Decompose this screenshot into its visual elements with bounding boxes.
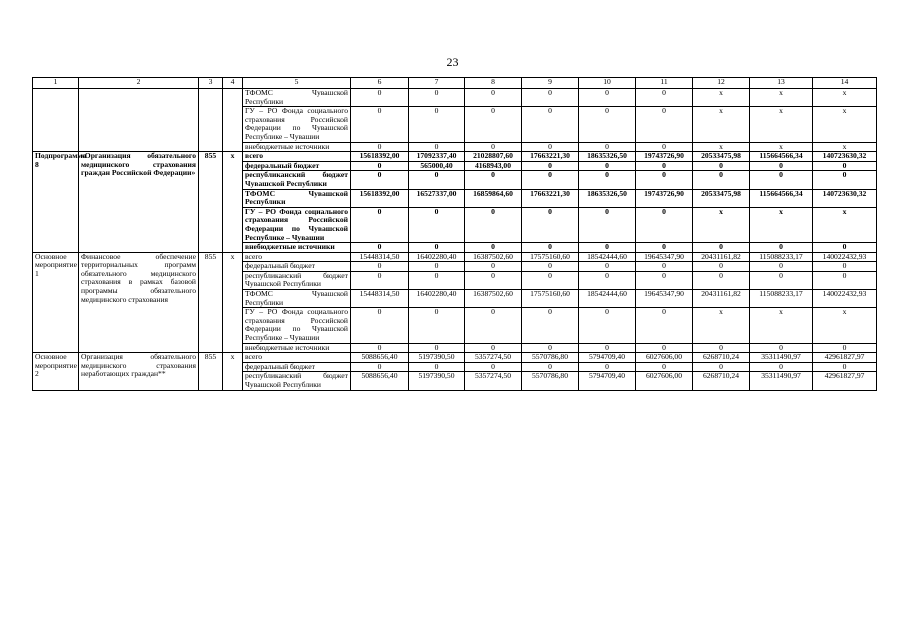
amount-cell: 16387502,60 bbox=[465, 252, 522, 262]
col-header: 5 bbox=[243, 78, 351, 89]
amount-cell: 0 bbox=[522, 161, 579, 171]
amount-cell: 16859864,60 bbox=[465, 189, 522, 207]
amount-cell: 0 bbox=[579, 171, 636, 189]
amount-cell: 140022432,93 bbox=[813, 290, 877, 308]
amount-cell: 0 bbox=[579, 89, 636, 107]
amount-cell: 0 bbox=[579, 343, 636, 353]
amount-cell: 0 bbox=[351, 207, 409, 242]
amount-cell: 0 bbox=[750, 362, 813, 372]
funding-source-cell: всего bbox=[243, 152, 351, 162]
amount-cell: 0 bbox=[409, 207, 465, 242]
amount-cell: 5088656,40 bbox=[351, 372, 409, 390]
amount-cell: x bbox=[813, 89, 877, 107]
amount-cell: 565000,40 bbox=[409, 161, 465, 171]
funding-source-cell: внебюджетные источники bbox=[243, 343, 351, 353]
amount-cell: 0 bbox=[813, 262, 877, 272]
amount-cell: 0 bbox=[351, 262, 409, 272]
amount-cell: 18542444,60 bbox=[579, 252, 636, 262]
col-header: 3 bbox=[199, 78, 223, 89]
amount-cell: 20533475,98 bbox=[693, 189, 750, 207]
amount-cell: 18542444,60 bbox=[579, 290, 636, 308]
table-row bbox=[33, 152, 877, 162]
funding-source-cell: ГУ – РО Фонда социального страхования Российской Федерации по Чувашской Республике – Чувашии bbox=[243, 207, 351, 242]
amount-cell: 0 bbox=[465, 89, 522, 107]
amount-cell: 17092337,40 bbox=[409, 152, 465, 162]
table-row bbox=[33, 353, 877, 363]
grbs-cell: 855 bbox=[199, 353, 223, 390]
amount-cell: 16527337,00 bbox=[409, 189, 465, 207]
amount-cell: 0 bbox=[579, 308, 636, 343]
amount-cell: 18635326,50 bbox=[579, 152, 636, 162]
table-row bbox=[33, 89, 877, 107]
funding-source-cell: всего bbox=[243, 252, 351, 262]
program-name-cell bbox=[79, 89, 199, 152]
amount-cell: 0 bbox=[522, 362, 579, 372]
amount-cell: 0 bbox=[409, 271, 465, 289]
amount-cell: 5357274,50 bbox=[465, 353, 522, 363]
amount-cell: 0 bbox=[579, 362, 636, 372]
funding-source-cell: ТФОМС Чувашской Республики bbox=[243, 189, 351, 207]
amount-cell: 0 bbox=[693, 161, 750, 171]
amount-cell: 5197390,50 bbox=[409, 372, 465, 390]
amount-cell: 19743726,90 bbox=[636, 189, 693, 207]
amount-cell: 0 bbox=[351, 142, 409, 152]
code-cell: x bbox=[223, 353, 243, 390]
amount-cell: 0 bbox=[465, 271, 522, 289]
amount-cell: 0 bbox=[351, 271, 409, 289]
amount-cell: 0 bbox=[351, 161, 409, 171]
amount-cell: 21028807,60 bbox=[465, 152, 522, 162]
amount-cell: x bbox=[813, 308, 877, 343]
amount-cell: x bbox=[813, 107, 877, 142]
amount-cell: 0 bbox=[693, 271, 750, 289]
amount-cell: 0 bbox=[750, 343, 813, 353]
amount-cell: 0 bbox=[693, 262, 750, 272]
amount-cell: 0 bbox=[409, 243, 465, 253]
amount-cell: 115664566,34 bbox=[750, 152, 813, 162]
funding-source-cell: республиканский бюджет Чувашской Республики bbox=[243, 171, 351, 189]
amount-cell: 6027606,00 bbox=[636, 353, 693, 363]
amount-cell: 5570786,80 bbox=[522, 372, 579, 390]
col-header: 11 bbox=[636, 78, 693, 89]
amount-cell: 17575160,60 bbox=[522, 252, 579, 262]
amount-cell: 140723630,32 bbox=[813, 152, 877, 162]
amount-cell: 0 bbox=[409, 142, 465, 152]
table-row bbox=[33, 252, 877, 262]
funding-source-cell: внебюджетные источники bbox=[243, 142, 351, 152]
amount-cell: 6268710,24 bbox=[693, 372, 750, 390]
amount-cell: 0 bbox=[351, 107, 409, 142]
amount-cell: 0 bbox=[813, 243, 877, 253]
amount-cell: 19645347,90 bbox=[636, 290, 693, 308]
col-header: 2 bbox=[79, 78, 199, 89]
amount-cell: 0 bbox=[465, 343, 522, 353]
amount-cell: 0 bbox=[465, 243, 522, 253]
amount-cell: 0 bbox=[813, 171, 877, 189]
status-cell bbox=[33, 89, 79, 152]
amount-cell: 0 bbox=[522, 171, 579, 189]
amount-cell: 0 bbox=[522, 271, 579, 289]
amount-cell: 0 bbox=[351, 308, 409, 343]
program-name-cell: Организация обязательного медицинского страхования неработающих граждан** bbox=[79, 353, 199, 390]
col-header: 6 bbox=[351, 78, 409, 89]
amount-cell: 0 bbox=[750, 243, 813, 253]
amount-cell: x bbox=[813, 207, 877, 242]
funding-source-cell: всего bbox=[243, 353, 351, 363]
amount-cell: 0 bbox=[579, 142, 636, 152]
col-header: 14 bbox=[813, 78, 877, 89]
amount-cell: 115088233,17 bbox=[750, 290, 813, 308]
amount-cell: 4168943,00 bbox=[465, 161, 522, 171]
amount-cell: 16387502,60 bbox=[465, 290, 522, 308]
col-header: 7 bbox=[409, 78, 465, 89]
amount-cell: x bbox=[750, 89, 813, 107]
amount-cell: 0 bbox=[636, 161, 693, 171]
amount-cell: 5794709,40 bbox=[579, 372, 636, 390]
amount-cell: x bbox=[750, 207, 813, 242]
amount-cell: x bbox=[693, 308, 750, 343]
amount-cell: 0 bbox=[636, 107, 693, 142]
col-header: 1 bbox=[33, 78, 79, 89]
program-name-cell: «Организация обязательного медицинского страхования граждан Российской Федерации» bbox=[79, 152, 199, 253]
amount-cell: 0 bbox=[522, 107, 579, 142]
amount-cell: 19743726,90 bbox=[636, 152, 693, 162]
amount-cell: 15448314,50 bbox=[351, 252, 409, 262]
amount-cell: 0 bbox=[750, 271, 813, 289]
amount-cell: 0 bbox=[409, 171, 465, 189]
amount-cell: 5197390,50 bbox=[409, 353, 465, 363]
amount-cell: 0 bbox=[750, 262, 813, 272]
funding-source-cell: ГУ – РО Фонда социального страхования Российской Федерации по Чувашской Республике – Чувашии bbox=[243, 308, 351, 343]
code-cell: x bbox=[223, 152, 243, 253]
amount-cell: 18635326,50 bbox=[579, 189, 636, 207]
amount-cell: 6027606,00 bbox=[636, 372, 693, 390]
amount-cell: 15618392,00 bbox=[351, 152, 409, 162]
amount-cell: 35311490,97 bbox=[750, 353, 813, 363]
amount-cell: 140022432,93 bbox=[813, 252, 877, 262]
amount-cell: 0 bbox=[351, 171, 409, 189]
amount-cell: x bbox=[693, 207, 750, 242]
funding-source-cell: ГУ – РО Фонда социального страхования Российской Федерации по Чувашской Республике – Чувашии bbox=[243, 107, 351, 142]
amount-cell: 0 bbox=[579, 271, 636, 289]
amount-cell: 0 bbox=[409, 308, 465, 343]
amount-cell: 0 bbox=[636, 262, 693, 272]
amount-cell: 15618392,00 bbox=[351, 189, 409, 207]
column-number-row bbox=[33, 78, 877, 89]
amount-cell: 0 bbox=[522, 89, 579, 107]
amount-cell: 17663221,30 bbox=[522, 152, 579, 162]
amount-cell: 19645347,90 bbox=[636, 252, 693, 262]
amount-cell: 0 bbox=[636, 271, 693, 289]
amount-cell: 42961827,97 bbox=[813, 372, 877, 390]
col-header: 13 bbox=[750, 78, 813, 89]
grbs-cell: 855 bbox=[199, 252, 223, 353]
amount-cell: 0 bbox=[693, 171, 750, 189]
amount-cell: 0 bbox=[813, 343, 877, 353]
funding-source-cell: внебюджетные источники bbox=[243, 243, 351, 253]
table-body bbox=[33, 89, 877, 391]
program-name-cell: Финансовое обеспечение территориальных программ обязательного медицинского страхования в рамках базовой программы обязательного медицинского страхования bbox=[79, 252, 199, 353]
amount-cell: 35311490,97 bbox=[750, 372, 813, 390]
amount-cell: 20431161,82 bbox=[693, 252, 750, 262]
amount-cell: 0 bbox=[813, 362, 877, 372]
amount-cell: 0 bbox=[465, 262, 522, 272]
amount-cell: 6268710,24 bbox=[693, 353, 750, 363]
amount-cell: 0 bbox=[636, 171, 693, 189]
amount-cell: x bbox=[750, 107, 813, 142]
amount-cell: 0 bbox=[579, 243, 636, 253]
amount-cell: 0 bbox=[693, 243, 750, 253]
amount-cell: 0 bbox=[693, 362, 750, 372]
amount-cell: 0 bbox=[813, 161, 877, 171]
amount-cell: 16402280,40 bbox=[409, 290, 465, 308]
amount-cell: 0 bbox=[813, 271, 877, 289]
amount-cell: 42961827,97 bbox=[813, 353, 877, 363]
amount-cell: 115664566,34 bbox=[750, 189, 813, 207]
amount-cell: 0 bbox=[636, 142, 693, 152]
funding-source-cell: ТФОМС Чувашской Республики bbox=[243, 89, 351, 107]
budget-table bbox=[32, 77, 877, 391]
amount-cell: 0 bbox=[409, 107, 465, 142]
amount-cell: 0 bbox=[579, 161, 636, 171]
amount-cell: 0 bbox=[465, 207, 522, 242]
amount-cell: 0 bbox=[636, 308, 693, 343]
amount-cell: 0 bbox=[750, 171, 813, 189]
amount-cell: 15448314,50 bbox=[351, 290, 409, 308]
funding-source-cell: федеральный бюджет bbox=[243, 362, 351, 372]
amount-cell: 5088656,40 bbox=[351, 353, 409, 363]
amount-cell: 0 bbox=[579, 262, 636, 272]
grbs-cell bbox=[199, 89, 223, 152]
amount-cell: 0 bbox=[351, 362, 409, 372]
amount-cell: 0 bbox=[351, 343, 409, 353]
funding-source-cell: республиканский бюджет Чувашской Республики bbox=[243, 372, 351, 390]
amount-cell: 20533475,98 bbox=[693, 152, 750, 162]
amount-cell: 0 bbox=[409, 343, 465, 353]
status-cell: Основное мероприятие 1 bbox=[33, 252, 79, 353]
status-cell: Подпрограмма 8 bbox=[33, 152, 79, 253]
funding-source-cell: ТФОМС Чувашской Республики bbox=[243, 290, 351, 308]
col-header: 9 bbox=[522, 78, 579, 89]
funding-source-cell: республиканский бюджет Чувашской Республики bbox=[243, 271, 351, 289]
amount-cell: 0 bbox=[465, 171, 522, 189]
amount-cell: x bbox=[693, 107, 750, 142]
page-number: 23 bbox=[446, 55, 459, 69]
amount-cell: 0 bbox=[465, 308, 522, 343]
amount-cell: 0 bbox=[522, 343, 579, 353]
amount-cell: 0 bbox=[465, 142, 522, 152]
amount-cell: 0 bbox=[636, 207, 693, 242]
funding-source-cell: федеральный бюджет bbox=[243, 161, 351, 171]
amount-cell: x bbox=[750, 308, 813, 343]
amount-cell: x bbox=[693, 89, 750, 107]
amount-cell: 0 bbox=[750, 161, 813, 171]
amount-cell: 0 bbox=[409, 262, 465, 272]
amount-cell: 17575160,60 bbox=[522, 290, 579, 308]
amount-cell: 140723630,32 bbox=[813, 189, 877, 207]
code-cell bbox=[223, 89, 243, 152]
amount-cell: 0 bbox=[522, 308, 579, 343]
amount-cell: 0 bbox=[636, 89, 693, 107]
amount-cell: 5794709,40 bbox=[579, 353, 636, 363]
amount-cell: 5357274,50 bbox=[465, 372, 522, 390]
status-cell: Основное мероприятие 2 bbox=[33, 353, 79, 390]
amount-cell: 20431161,82 bbox=[693, 290, 750, 308]
amount-cell: 0 bbox=[465, 362, 522, 372]
grbs-cell: 855 bbox=[199, 152, 223, 253]
amount-cell: x bbox=[693, 142, 750, 152]
col-header: 12 bbox=[693, 78, 750, 89]
funding-source-cell: федеральный бюджет bbox=[243, 262, 351, 272]
amount-cell: 0 bbox=[579, 107, 636, 142]
amount-cell: 17663221,30 bbox=[522, 189, 579, 207]
amount-cell: 0 bbox=[522, 207, 579, 242]
amount-cell: 0 bbox=[693, 343, 750, 353]
amount-cell: 0 bbox=[636, 243, 693, 253]
amount-cell: 16402280,40 bbox=[409, 252, 465, 262]
amount-cell: 0 bbox=[465, 107, 522, 142]
col-header: 10 bbox=[579, 78, 636, 89]
amount-cell: 0 bbox=[522, 142, 579, 152]
amount-cell: x bbox=[813, 142, 877, 152]
amount-cell: 0 bbox=[636, 362, 693, 372]
amount-cell: 0 bbox=[522, 243, 579, 253]
amount-cell: 0 bbox=[351, 89, 409, 107]
amount-cell: 0 bbox=[636, 343, 693, 353]
col-header: 8 bbox=[465, 78, 522, 89]
amount-cell: 0 bbox=[409, 362, 465, 372]
amount-cell: 5570786,80 bbox=[522, 353, 579, 363]
amount-cell: 0 bbox=[522, 262, 579, 272]
amount-cell: 115088233,17 bbox=[750, 252, 813, 262]
amount-cell: 0 bbox=[579, 207, 636, 242]
code-cell: x bbox=[223, 252, 243, 353]
amount-cell: 0 bbox=[351, 243, 409, 253]
amount-cell: 0 bbox=[409, 89, 465, 107]
col-header: 4 bbox=[223, 78, 243, 89]
amount-cell: x bbox=[750, 142, 813, 152]
